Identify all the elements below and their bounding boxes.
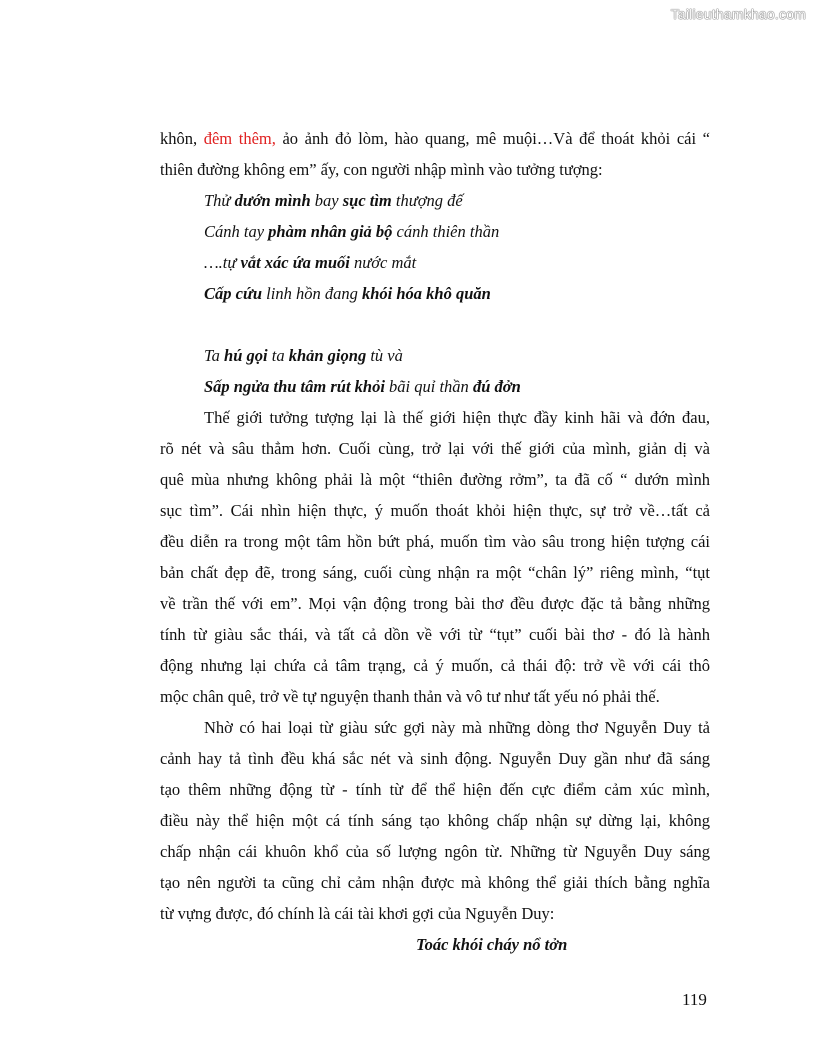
text-line: khôn, đêm thêm, ảo ảnh đỏ lòm, hào quang, mê muội…Và để thoát khỏi cái “ xyxy=(160,129,711,148)
poem-stanza-1 xyxy=(160,185,710,402)
text-line: về trần thế với em”. Mọi vận động trong bài thơ đều được đặc tả bằng những xyxy=(160,594,710,613)
text-line: chấp nhận cái khuôn khổ của số lượng ngôn từ. Những từ Nguyễn Duy sáng xyxy=(160,842,710,861)
text-line: tính từ giàu sắc thái, và tất cả dồn về với từ “tụt” cuối bài thơ - đó là hành xyxy=(160,625,710,644)
poem-verse: ….tự vắt xác ứa muối nước mắt xyxy=(204,253,417,272)
text-line: quê mùa nhưng không phải là một “thiên đường rởm”, ta đã cố “ dướn mình xyxy=(160,470,710,489)
poem-verse: Cánh tay phàm nhân giả bộ cánh thiên thần xyxy=(204,222,500,241)
text-line: Nhờ có hai loại từ giàu sức gợi này mà những dòng thơ Nguyễn Duy tả xyxy=(204,718,710,737)
poem-verse: Cấp cứu linh hồn đang khói hóa khô quăn xyxy=(204,284,491,303)
poem-verse: Thử dướn mình bay sục tìm thượng đế xyxy=(204,191,463,210)
page-number: 119 xyxy=(682,990,707,1009)
paragraph-2 xyxy=(160,712,710,929)
text-line: điều này thể hiện một cá tính sáng tạo không chấp nhận sự dừng lại, không xyxy=(160,811,710,830)
text-line: tạo thêm những động từ - tính từ để thể hiện đến cực điểm cảm xúc mình, xyxy=(160,780,710,799)
text-line: thiên đường không em” ấy, con người nhập mình vào tưởng tượng: xyxy=(160,160,603,179)
highlighted-text: đêm thêm, xyxy=(203,129,276,148)
poem-verse: Sấp ngửa thu tâm rút khỏi bãi quỉ thần đú đởn xyxy=(204,377,521,396)
paragraph-1 xyxy=(160,402,710,712)
text-line: Thế giới tưởng tượng lại là thế giới hiện thực đầy kinh hãi và đớn đau, xyxy=(204,408,710,427)
watermark-logo: Tailieuthamkhao.com xyxy=(670,6,806,22)
page-body xyxy=(160,123,710,960)
text-line: sục tìm”. Cái nhìn hiện thực, ý muốn thoát khỏi hiện thực, sự trở về…tất cả xyxy=(160,501,710,520)
text-line: tạo nên người ta cũng chỉ cảm nhận được mà không thể giải thích bằng nghĩa xyxy=(160,873,710,892)
text-line: bản chất đẹp đẽ, trong sáng, cuối cùng nhận ra một “chân lý” riêng mình, “tụt xyxy=(160,563,710,582)
text-line: cảnh hay tả tình đều khá sắc nét và sinh động. Nguyễn Duy gần như đã sáng xyxy=(160,749,710,768)
text-line: rõ nét và sâu thẳm hơn. Cuối cùng, trở lại với thế giới của mình, giản dị và xyxy=(160,439,710,458)
poem-verse: Ta hú gọi ta khản giọng tù và xyxy=(204,346,403,365)
text-line: từ vựng được, đó chính là cái tài khơi gợi của Nguyễn Duy: xyxy=(160,904,555,923)
text-line: mộc chân quê, trở về tự nguyện thanh thản và vô tư như tất yếu nó phải thế. xyxy=(160,687,660,706)
text-line: đều diễn ra trong một tâm hồn bứt phá, muốn tìm vào sâu trong hiện tượng cái xyxy=(160,532,710,551)
poem-verse-quote: Toác khói cháy nổ tởn xyxy=(416,935,568,954)
text-line: động nhưng lại chứa cả tâm trạng, cả ý muốn, cả thái độ: trở về với cái thô xyxy=(160,656,710,675)
